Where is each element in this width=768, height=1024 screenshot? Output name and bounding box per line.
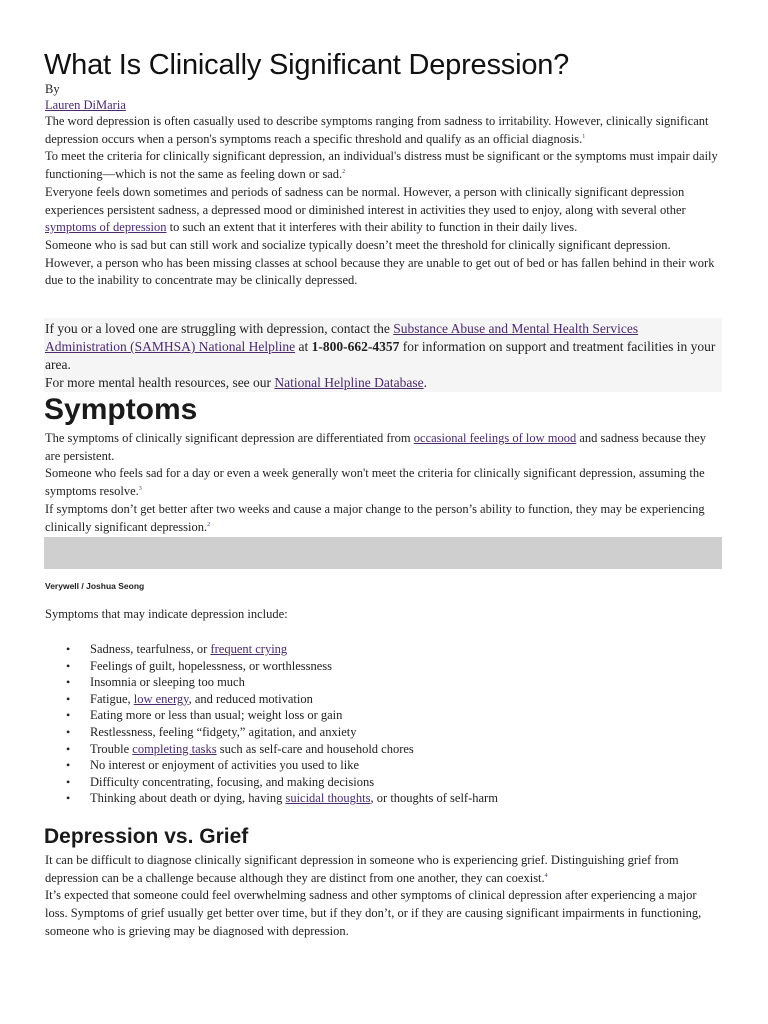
citation-marker[interactable]: 3 (138, 485, 142, 492)
helpline-callout-text (45, 320, 722, 392)
text-run: For more mental health resources, see our (45, 375, 275, 390)
text-run: Trouble (90, 741, 133, 756)
grief-section (45, 852, 722, 941)
symptoms-heading: Symptoms (44, 393, 198, 426)
symptom-list-item (45, 658, 498, 675)
text-run: , or thoughts of self-harm (370, 791, 498, 806)
bullet-icon: • (66, 791, 71, 806)
intro-paragraph (45, 148, 722, 183)
symptom-list-item (45, 774, 498, 791)
bullet-icon: • (66, 724, 71, 739)
symptom-list-item (45, 641, 498, 658)
text-run: It’s expected that someone could feel overwhelming sadness and other symptoms of clinical depression after experiencing a major loss. Symptoms of grief usually get better over time, but if they don’t, or if they are causing significant impairments in functioning, someone who is grieving may be diagnosed with depression. (45, 888, 702, 938)
citation-marker[interactable]: 1 (582, 133, 586, 140)
author-link[interactable]: Lauren DiMaria (45, 98, 126, 112)
inline-link[interactable]: completing tasks (132, 741, 217, 756)
helpline-line (45, 320, 722, 374)
text-run: Eating more or less than usual; weight loss or gain (90, 708, 343, 723)
bullet-icon: • (66, 774, 71, 789)
text-run: Insomnia or sleeping too much (90, 675, 245, 690)
intro-paragraph (45, 113, 722, 148)
text-run: Everyone feels down sometimes and periods of sadness can be normal. However, a person with clinically significant depression experiences persistent sadness, a depressed mood or diminished interest in activities they used to enjoy, along with several other (45, 184, 686, 217)
intro-paragraph (45, 237, 722, 290)
text-run: Thinking about death or dying, having (90, 791, 286, 806)
text-run: The symptoms of clinically significant depression are differentiated from (45, 431, 414, 445)
text-run: such as self-care and household chores (216, 741, 414, 756)
bullet-icon: • (66, 675, 71, 690)
symptom-list-item (45, 674, 498, 691)
symptoms-section (45, 430, 722, 536)
text-run: Sadness, tearfulness, or (90, 642, 211, 656)
symptom-list-item (45, 724, 498, 741)
text-run: It can be difficult to diagnose clinically significant depression in someone who is experiencing grief. Distinguishing grief from depression can be a challenge because although they are distinct from one another, they can coexist. (45, 853, 679, 885)
byline (45, 81, 722, 113)
symptoms-paragraph (45, 465, 722, 500)
grief-paragraph (45, 887, 722, 940)
bullet-icon: • (66, 741, 71, 756)
grief-paragraph (45, 852, 722, 887)
text-run: If you or a loved one are struggling with depression, contact the (45, 321, 394, 336)
citation-marker[interactable]: 2 (342, 168, 346, 175)
text-run: The word depression is often casually used to describe symptoms ranging from sadness to irritability. However, clinically significant depression occurs when a person's symptoms reach a specific threshold and qualify as an official diagnosis. (45, 114, 709, 146)
text-run: If symptoms don’t get better after two weeks and cause a major change to the person’s ability to function, they may be experiencing clinically significant depression. (45, 501, 705, 534)
inline-link[interactable]: symptoms of depression (45, 220, 167, 235)
text-run: No interest or enjoyment of activities you used to like (90, 758, 360, 773)
text-run: Feelings of guilt, hopelessness, or worthlessness (90, 658, 332, 673)
bullet-icon: • (66, 642, 71, 656)
citation-marker[interactable]: 4 (544, 872, 548, 879)
inline-link[interactable]: Substance Abuse and Mental Health Services Administration (SAMHSA) National Helpline (45, 321, 639, 354)
bullet-icon: • (66, 691, 71, 706)
inline-link[interactable]: National Helpline Database (274, 375, 424, 390)
intro-section (45, 113, 722, 290)
page-title: What Is Clinically Significant Depression? (44, 49, 570, 81)
text-run: Someone who feels sad for a day or even a week generally won't meet the criteria for clinically significant depression, assuming the symptoms resolve. (45, 466, 705, 499)
text-run: at (295, 339, 312, 354)
bullet-icon: • (66, 758, 71, 773)
bullet-icon: • (66, 658, 71, 673)
inline-link[interactable]: frequent crying (210, 642, 288, 656)
citation-marker[interactable]: 2 (207, 521, 211, 528)
inline-link[interactable]: occasional feelings of low mood (413, 431, 577, 445)
symptoms-list-intro: Symptoms that may indicate depression include: (45, 607, 288, 621)
infographic-image (44, 537, 722, 569)
symptoms-paragraph (45, 501, 722, 536)
text-run: Difficulty concentrating, focusing, and making decisions (90, 774, 375, 789)
symptoms-paragraph (45, 430, 722, 465)
text-run: Someone who is sad but can still work and socialize typically doesn’t meet the threshold for clinically significant depression. However, a person who has been missing classes at school because they are unable to get out of bed or has fallen behind in their work due to the inability to concentrate may be clinically depressed. (45, 237, 715, 288)
intro-paragraph (45, 184, 722, 237)
symptom-list-item (45, 707, 498, 724)
text-run: to such an extent that it interferes with their ability to function in their daily lives. (166, 220, 578, 235)
phone-number: 1-800-662-4357 (311, 339, 400, 354)
grief-heading: Depression vs. Grief (44, 825, 249, 848)
symptom-list-item (45, 741, 498, 758)
by-label: By (45, 82, 60, 96)
inline-link[interactable]: suicidal thoughts (285, 791, 371, 806)
text-run: , and reduced motivation (188, 691, 313, 706)
symptom-list-item (45, 757, 498, 774)
text-run: . (423, 375, 427, 390)
text-run: and sadness because they are persistent. (45, 431, 707, 463)
text-run: for information on support and treatment facilities in your area. (45, 339, 716, 372)
text-run: Restlessness, feeling “fidgety,” agitation, and anxiety (90, 724, 357, 739)
text-run: Fatigue, (90, 691, 134, 706)
inline-link[interactable]: low energy (133, 691, 189, 706)
text-run: To meet the criteria for clinically significant depression, an individual's distress must be significant or the symptoms must impair daily functioning—which is not the same as feeling down or sad. (45, 149, 718, 182)
image-credit: Verywell / Joshua Seong (45, 581, 145, 591)
bullet-icon: • (66, 708, 71, 723)
symptom-list-item (45, 691, 498, 708)
symptom-list-item (45, 790, 498, 807)
symptoms-list (45, 641, 498, 807)
